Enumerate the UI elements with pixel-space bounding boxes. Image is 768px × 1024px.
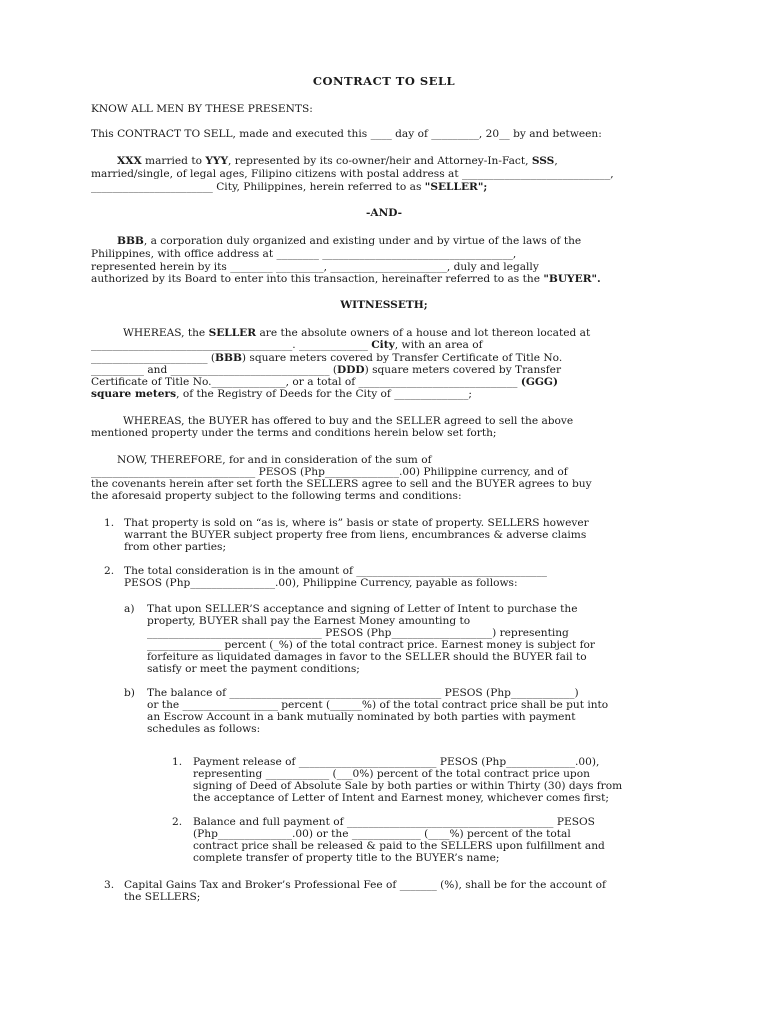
item2-line-2: PESOS (Php________________.00), Philippine Currency, payable as follows:: [124, 577, 518, 589]
payment2-line-4: complete transfer of property title to the BUYER’s name;: [193, 852, 500, 864]
and-separator: -AND-: [365, 207, 403, 219]
now-line-3: the covenants herein after set forth the SELLERS agree to sell and the BUYER agrees to buy: [91, 478, 592, 490]
witnesseth-heading: WITNESSETH;: [340, 299, 428, 311]
whereas1-line-4: __________ and ______________________________ (DDD) square meters covered by Transfer: [91, 364, 562, 376]
buyer-line-3: represented herein by its ________ _________, ______________________, duly and legally: [91, 261, 539, 273]
payment1-line-3: signing of Deed of Absolute Sale by both parties or within Thirty (30) days from: [193, 780, 623, 792]
payment1-line-4: the acceptance of Letter of Intent and Earnest money, whichever comes first;: [193, 792, 609, 804]
item1-line-1: That property is sold on “as is, where is” basis or state of property. SELLERS however: [124, 517, 589, 529]
item2b-number: b): [124, 687, 135, 699]
item2b-line-4: schedules as follows:: [147, 723, 261, 735]
item1-line-2: warrant the BUYER subject property free from liens, encumbrances & adverse claims: [124, 529, 587, 541]
item2a-line-5: forfeiture as liquidated damages in favor to the SELLER should the BUYER fail to: [147, 651, 587, 663]
whereas1-line-1: WHEREAS, the SELLER are the absolute owners of a house and lot thereon located at: [123, 327, 591, 339]
item2b-line-2: or the __________________ percent (______%) of the total contract price shall be put into: [147, 699, 609, 711]
item2a-line-2: property, BUYER shall pay the Earnest Money amounting to: [147, 615, 471, 627]
whereas1-line-2: ______________________________________. _____________ City, with an area of: [91, 339, 483, 351]
payment2-number: 2.: [172, 816, 183, 828]
item2a-line-4: ______________ percent (_%) of the total contract price. Earnest money is subject for: [147, 639, 595, 651]
item3-line-2: the SELLERS;: [124, 891, 201, 903]
item2-line-1: The total consideration is in the amount of ____________________________________: [124, 565, 547, 577]
seller-line-3: _______________________ City, Philippines, herein referred to as "SELLER";: [91, 181, 488, 193]
whereas1-line-5: Certificate of Title No.______________, or a total of ______________________________ (GGG): [91, 376, 558, 388]
item2-number: 2.: [104, 565, 115, 577]
seller-line-1: XXX married to YYY, represented by its co-owner/heir and Attorney-In-Fact, SSS,: [117, 155, 558, 167]
whereas2-line-1: WHEREAS, the BUYER has offered to buy and the SELLER agreed to sell the above: [123, 415, 574, 427]
buyer-line-1: BBB, a corporation duly organized and existing under and by virtue of the laws of the: [117, 235, 582, 247]
item2a-line-1: That upon SELLER’S acceptance and signing of Letter of Intent to purchase the: [147, 603, 578, 615]
document-title: CONTRACT TO SELL: [312, 74, 456, 88]
whereas2-line-2: mentioned property under the terms and conditions herein below set forth;: [91, 427, 497, 439]
intro-line: KNOW ALL MEN BY THESE PRESENTS:: [91, 103, 313, 115]
payment1-line-2: representing ____________ (___0%) percent of the total contract price upon: [193, 768, 590, 780]
item2a-line-3: _________________________________ PESOS (Php___________________) representing: [147, 627, 569, 639]
item2a-number: a): [124, 603, 135, 615]
item2a-line-6: satisfy or meet the payment conditions;: [147, 663, 360, 675]
buyer-line-2: Philippines, with office address at ________ ____________________________________,: [91, 248, 517, 260]
execution-line: This CONTRACT TO SELL, made and executed this ____ day of _________, 20__ by and between:: [91, 128, 602, 140]
item2b-line-1: The balance of ________________________________________ PESOS (Php____________): [147, 687, 579, 699]
item1-line-3: from other parties;: [124, 541, 227, 553]
buyer-line-4: authorized by its Board to enter into this transaction, hereinafter referred to as the "BUYER".: [91, 273, 601, 285]
payment2-line-1: Balance and full payment of _______________________________________ PESOS: [193, 816, 595, 828]
now-line-4: the aforesaid property subject to the following terms and conditions:: [91, 490, 462, 502]
item3-line-1: Capital Gains Tax and Broker’s Professional Fee of _______ (%), shall be for the account of: [124, 879, 606, 891]
whereas1-line-3: ______________________ (BBB) square meters covered by Transfer Certificate of Title No.: [91, 352, 563, 364]
item3-number: 3.: [104, 879, 115, 891]
payment2-line-2: (Php______________.00) or the _____________ (____%) percent of the total: [193, 828, 571, 840]
item2b-line-3: an Escrow Account in a bank mutually nominated by both parties with payment: [147, 711, 576, 723]
now-line-1: NOW, THEREFORE, for and in consideration of the sum of: [117, 454, 432, 466]
whereas1-line-6: square meters, of the Registry of Deeds for the City of ______________;: [91, 388, 472, 400]
seller-line-2: married/single, of legal ages, Filipino citizens with postal address at ____________________________,: [91, 168, 614, 180]
payment1-line-1: Payment release of __________________________ PESOS (Php_____________.00),: [193, 756, 600, 768]
payment2-line-3: contract price shall be released & paid to the SELLERS upon fulfillment and: [193, 840, 605, 852]
now-line-2: _______________________________ PESOS (Php______________.00) Philippine currency, and of: [91, 466, 568, 478]
payment1-number: 1.: [172, 756, 183, 768]
item1-number: 1.: [104, 517, 115, 529]
